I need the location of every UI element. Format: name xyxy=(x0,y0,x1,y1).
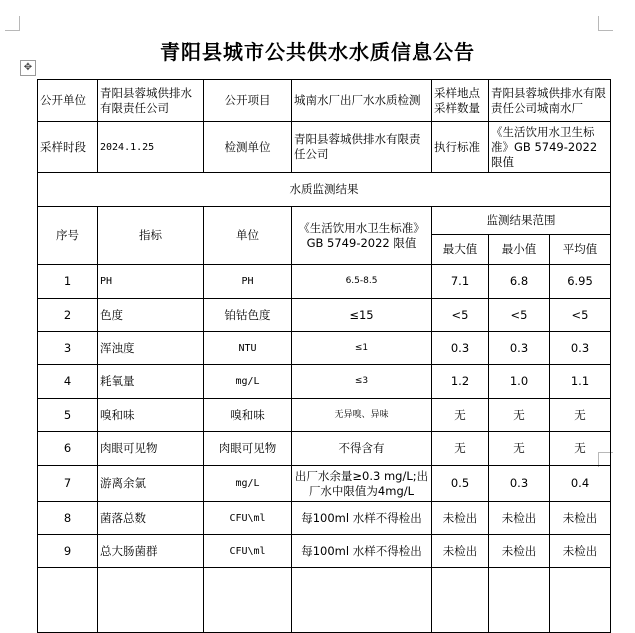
data-rows xyxy=(38,265,611,568)
cell-min: 1.0 xyxy=(489,365,550,399)
cell-no: 2 xyxy=(38,299,98,332)
cell-indicator: 总大肠菌群 xyxy=(98,535,204,568)
header-min: 最小值 xyxy=(489,235,550,265)
cell-no: 4 xyxy=(38,365,98,399)
cell-max: 7.1 xyxy=(432,265,489,299)
cell-indicator: 色度 xyxy=(98,299,204,332)
cell-avg: 0.3 xyxy=(550,332,611,365)
cell-limit: ≤15 xyxy=(292,299,432,332)
cell-max: 0.5 xyxy=(432,466,489,502)
cell-no: 1 xyxy=(38,265,98,299)
cell-limit: 不得含有 xyxy=(292,432,432,466)
cell-no: 8 xyxy=(38,502,98,535)
cell-unit: CFU\ml xyxy=(204,535,292,568)
document-title: 青阳县城市公共供水水质信息公告 xyxy=(160,40,475,64)
info-label-sampling-site: 采样地点采样数量 xyxy=(432,80,489,122)
cell-no: 9 xyxy=(38,535,98,568)
table-row xyxy=(38,365,611,399)
cell-max: 未检出 xyxy=(432,502,489,535)
cell-avg: 无 xyxy=(550,432,611,466)
cell-max: 1.2 xyxy=(432,365,489,399)
cell-avg: 未检出 xyxy=(550,502,611,535)
page-corner-mark-top-right xyxy=(598,16,613,31)
section-title-row xyxy=(38,173,611,207)
cell-unit: 铂钴色度 xyxy=(204,299,292,332)
cell-indicator: 游离余氯 xyxy=(98,466,204,502)
cell-unit: CFU\ml xyxy=(204,502,292,535)
cell-limit: 每100ml 水样不得检出 xyxy=(292,535,432,568)
cell-limit: ≤3 xyxy=(292,365,432,399)
page-corner-mark-top-left xyxy=(5,16,20,31)
cell-limit: ≤1 xyxy=(292,332,432,365)
cell-no: 5 xyxy=(38,399,98,432)
cell-indicator: PH xyxy=(98,265,204,299)
table-row xyxy=(38,399,611,432)
cell-max: 0.3 xyxy=(432,332,489,365)
cell-unit: 嗅和味 xyxy=(204,399,292,432)
table-row xyxy=(38,299,611,332)
cell-unit: mg/L xyxy=(204,365,292,399)
cell-limit: 每100ml 水样不得检出 xyxy=(292,502,432,535)
cell-min: 0.3 xyxy=(489,332,550,365)
info-value-period: 2024.1.25 xyxy=(98,122,204,173)
cell-min: 6.8 xyxy=(489,265,550,299)
cell-no: 6 xyxy=(38,432,98,466)
header-indicator: 指标 xyxy=(98,207,204,265)
cell-indicator: 菌落总数 xyxy=(98,502,204,535)
cell-unit: 肉眼可见物 xyxy=(204,432,292,466)
cell-max: 无 xyxy=(432,399,489,432)
info-label-standard: 执行标准 xyxy=(432,122,489,173)
cell-avg: 0.4 xyxy=(550,466,611,502)
table-row xyxy=(38,332,611,365)
info-row-2 xyxy=(38,122,611,173)
cell-unit: PH xyxy=(204,265,292,299)
cell-avg: 未检出 xyxy=(550,535,611,568)
info-value-project: 城南水厂出厂水水质检测 xyxy=(292,80,432,122)
cell-min: 0.3 xyxy=(489,466,550,502)
info-value-publisher: 青阳县蓉城供排水有限责任公司 xyxy=(98,80,204,122)
table-row xyxy=(38,265,611,299)
cell-min: 无 xyxy=(489,432,550,466)
cell-unit: mg/L xyxy=(204,466,292,502)
cell-min: 未检出 xyxy=(489,535,550,568)
section-title: 水质监测结果 xyxy=(38,173,611,207)
header-avg: 平均值 xyxy=(550,235,611,265)
cell-limit: 6.5-8.5 xyxy=(292,265,432,299)
info-value-sampling-site: 青阳县蓉城供排水有限责任公司城南水厂 xyxy=(489,80,611,122)
table-row xyxy=(38,432,611,466)
cell-indicator: 耗氧量 xyxy=(98,365,204,399)
cell-no: 3 xyxy=(38,332,98,365)
info-label-publisher: 公开单位 xyxy=(38,80,98,122)
table-row xyxy=(38,466,611,502)
cell-avg: 6.95 xyxy=(550,265,611,299)
cell-min: 未检出 xyxy=(489,502,550,535)
cell-max: 未检出 xyxy=(432,535,489,568)
cell-indicator: 肉眼可见物 xyxy=(98,432,204,466)
cell-avg: 1.1 xyxy=(550,365,611,399)
header-range: 监测结果范围 xyxy=(432,207,611,235)
water-quality-table xyxy=(37,79,611,633)
cell-indicator: 嗅和味 xyxy=(98,399,204,432)
cell-min: <5 xyxy=(489,299,550,332)
cell-max: <5 xyxy=(432,299,489,332)
table-row xyxy=(38,502,611,535)
header-unit: 单位 xyxy=(204,207,292,265)
cell-avg: <5 xyxy=(550,299,611,332)
table-move-handle-icon[interactable]: ✥ xyxy=(20,60,36,76)
info-row-1 xyxy=(38,80,611,122)
table-row xyxy=(38,535,611,568)
empty-bottom-row xyxy=(38,568,611,633)
header-limit: 《生活饮用水卫生标准》 GB 5749-2022 限值 xyxy=(292,207,432,265)
info-label-project: 公开项目 xyxy=(204,80,292,122)
cell-max: 无 xyxy=(432,432,489,466)
cell-min: 无 xyxy=(489,399,550,432)
cell-limit: 出厂水余量≥0.3 mg/L;出厂水中限值为4mg/L xyxy=(292,466,432,502)
cell-limit: 无异嗅、异味 xyxy=(292,399,432,432)
info-label-lab: 检测单位 xyxy=(204,122,292,173)
cell-no: 7 xyxy=(38,466,98,502)
header-max: 最大值 xyxy=(432,235,489,265)
header-row-1 xyxy=(38,207,611,235)
header-no: 序号 xyxy=(38,207,98,265)
cell-unit: NTU xyxy=(204,332,292,365)
cell-avg: 无 xyxy=(550,399,611,432)
cell-indicator: 浑浊度 xyxy=(98,332,204,365)
info-label-period: 采样时段 xyxy=(38,122,98,173)
info-value-lab: 青阳县蓉城供排水有限责任公司 xyxy=(292,122,432,173)
info-value-standard: 《生活饮用水卫生标准》GB 5749-2022限值 xyxy=(489,122,611,173)
